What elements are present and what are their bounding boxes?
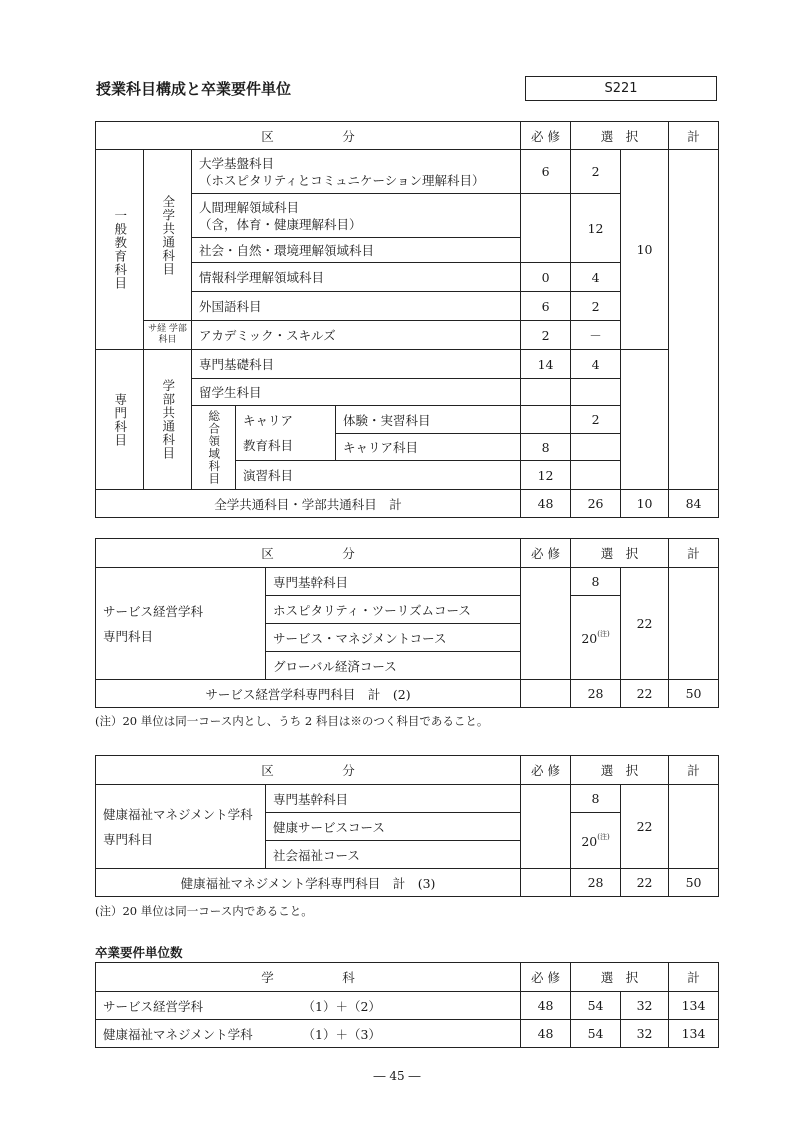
course-row: 人間理解領域科目 （含，体育・健康理解科目）: [192, 194, 521, 238]
course-row: 専門基幹科目: [266, 568, 521, 596]
header-kubun: 区 分: [96, 122, 521, 150]
course-row: 社会福祉コース: [266, 841, 521, 869]
total-cell: [669, 150, 719, 490]
required-value: 6: [521, 150, 571, 194]
document-code: S221: [525, 76, 717, 101]
required-value: 12: [521, 461, 571, 490]
sum-label: サービス経営学科専門科目 計 (2): [96, 680, 521, 708]
curriculum-table-health: [95, 755, 719, 897]
sum-required: [521, 680, 571, 708]
selection-cell: [621, 350, 669, 461]
section-heading: 卒業要件単位数: [95, 945, 183, 960]
header-total: 計: [669, 756, 719, 785]
selection-value: 32: [621, 1020, 669, 1048]
sum-selection: 22: [621, 869, 669, 897]
required-value: 0: [521, 263, 571, 292]
elective-value: 8: [571, 568, 621, 596]
selection-value: 32: [621, 992, 669, 1020]
required-value: [521, 785, 571, 813]
sum-label: 健康福祉マネジメント学科専門科目 計 (3): [96, 869, 521, 897]
department-name: 健康福祉マネジメント学科: [96, 1020, 296, 1048]
course-row: アカデミック・スキルズ: [192, 321, 521, 350]
course-row: 大学基盤科目 （ホスピタリティとコミュニケーション理解科目）: [192, 150, 521, 194]
total-value: 134: [669, 1020, 719, 1048]
required-value: 48: [521, 992, 571, 1020]
subcategory-sogo: 総合領域科目: [192, 406, 236, 490]
elective-value: [571, 461, 621, 490]
selection-value: 22: [621, 785, 669, 869]
table-row: [96, 1020, 719, 1048]
required-value: [521, 194, 571, 263]
formula: （1）＋（2）: [296, 992, 521, 1020]
sum-label: 全学共通科目・学部共通科目 計: [96, 490, 521, 518]
header-required: 必 修: [521, 539, 571, 568]
footnote: (注）20 単位は同一コース内であること。: [95, 904, 313, 918]
course-row: 体験・実習科目: [336, 406, 521, 434]
header-elective: 選 択: [571, 963, 669, 992]
elective-value: 4: [571, 350, 621, 379]
required-value: [521, 596, 571, 680]
header-elective: 選 択: [571, 539, 669, 568]
total-value: 134: [669, 992, 719, 1020]
course-row: グローバル経済コース: [266, 652, 521, 680]
curriculum-table-general: [95, 121, 719, 518]
course-row: 社会・自然・環境理解領域科目: [192, 238, 521, 263]
elective-value: 2: [571, 150, 621, 194]
header-required: 必 修: [521, 122, 571, 150]
page-title: 授業科目構成と卒業要件単位: [96, 80, 292, 98]
elective-value: [571, 379, 621, 406]
department-label: サービス経営学科 専門科目: [96, 568, 266, 680]
header-total: 計: [669, 963, 719, 992]
sum-total: 50: [669, 680, 719, 708]
required-value: [521, 568, 571, 596]
required-value: 14: [521, 350, 571, 379]
course-row: 外国語科目: [192, 292, 521, 321]
elective-value: 12: [571, 194, 621, 263]
elective-value: $20^{(注)}$: [571, 813, 621, 869]
subcategory-zengaku: 全学共通科目: [144, 150, 192, 321]
table-row: [96, 992, 719, 1020]
header-required: 必 修: [521, 963, 571, 992]
course-row: 留学生科目: [192, 379, 521, 406]
elective-value: 54: [571, 1020, 621, 1048]
sum-selection: 22: [621, 680, 669, 708]
sum-required: 48: [521, 490, 571, 518]
header-total: 計: [669, 122, 719, 150]
course-row: 専門基幹科目: [266, 785, 521, 813]
header-elective: 選 択: [571, 756, 669, 785]
elective-value: －: [571, 321, 621, 350]
subcategory-sakei: サ経 学部科目: [144, 321, 192, 350]
sum-elective: 26: [571, 490, 621, 518]
career-group: キャリア 教育科目: [236, 406, 336, 461]
total-cell: [669, 568, 719, 680]
required-value: [521, 379, 571, 406]
required-value: 6: [521, 292, 571, 321]
required-value: 48: [521, 1020, 571, 1048]
header-kubun: 区 分: [96, 756, 521, 785]
page-number: ― 45 ―: [373, 1069, 421, 1083]
sum-total: 50: [669, 869, 719, 897]
required-value: 8: [521, 434, 571, 461]
elective-value: 2: [571, 292, 621, 321]
category-specialized: 専門科目: [96, 350, 144, 490]
course-row: 情報科学理解領域科目: [192, 263, 521, 292]
footnote: (注）20 単位は同一コース内とし、うち 2 科目は※のつく科目であること。: [95, 714, 489, 728]
elective-value: 54: [571, 992, 621, 1020]
subcategory-gakubu: 学部共通科目: [144, 350, 192, 490]
selection-value: 22: [621, 568, 669, 680]
sum-selection: 10: [621, 490, 669, 518]
required-value: [521, 813, 571, 869]
required-value: 2: [521, 321, 571, 350]
total-cell: [669, 785, 719, 869]
header-gakka: 学 科: [96, 963, 521, 992]
course-row: サービス・マネジメントコース: [266, 624, 521, 652]
sum-required: [521, 869, 571, 897]
formula: （1）＋（3）: [296, 1020, 521, 1048]
header-total: 計: [669, 539, 719, 568]
sum-elective: 28: [571, 680, 621, 708]
course-row: キャリア科目: [336, 434, 521, 461]
elective-value: [571, 434, 621, 461]
header-required: 必 修: [521, 756, 571, 785]
course-row: 健康サービスコース: [266, 813, 521, 841]
elective-value: 2: [571, 406, 621, 434]
required-value: [521, 406, 571, 434]
course-row: ホスピタリティ・ツーリズムコース: [266, 596, 521, 624]
elective-value: $20^{(注)}$: [571, 596, 621, 680]
elective-value: 8: [571, 785, 621, 813]
sum-total: 84: [669, 490, 719, 518]
curriculum-table-service: [95, 538, 719, 708]
selection-total: 10: [621, 150, 669, 350]
course-row: 専門基礎科目: [192, 350, 521, 379]
header-kubun: 区 分: [96, 539, 521, 568]
department-name: サービス経営学科: [96, 992, 296, 1020]
elective-value: 4: [571, 263, 621, 292]
course-row: 演習科目: [236, 461, 521, 490]
header-elective: 選 択: [571, 122, 669, 150]
sum-elective: 28: [571, 869, 621, 897]
graduation-requirements-table: [95, 962, 719, 1048]
department-label: 健康福祉マネジメント学科 専門科目: [96, 785, 266, 869]
category-general: 一般教育科目: [96, 150, 144, 350]
